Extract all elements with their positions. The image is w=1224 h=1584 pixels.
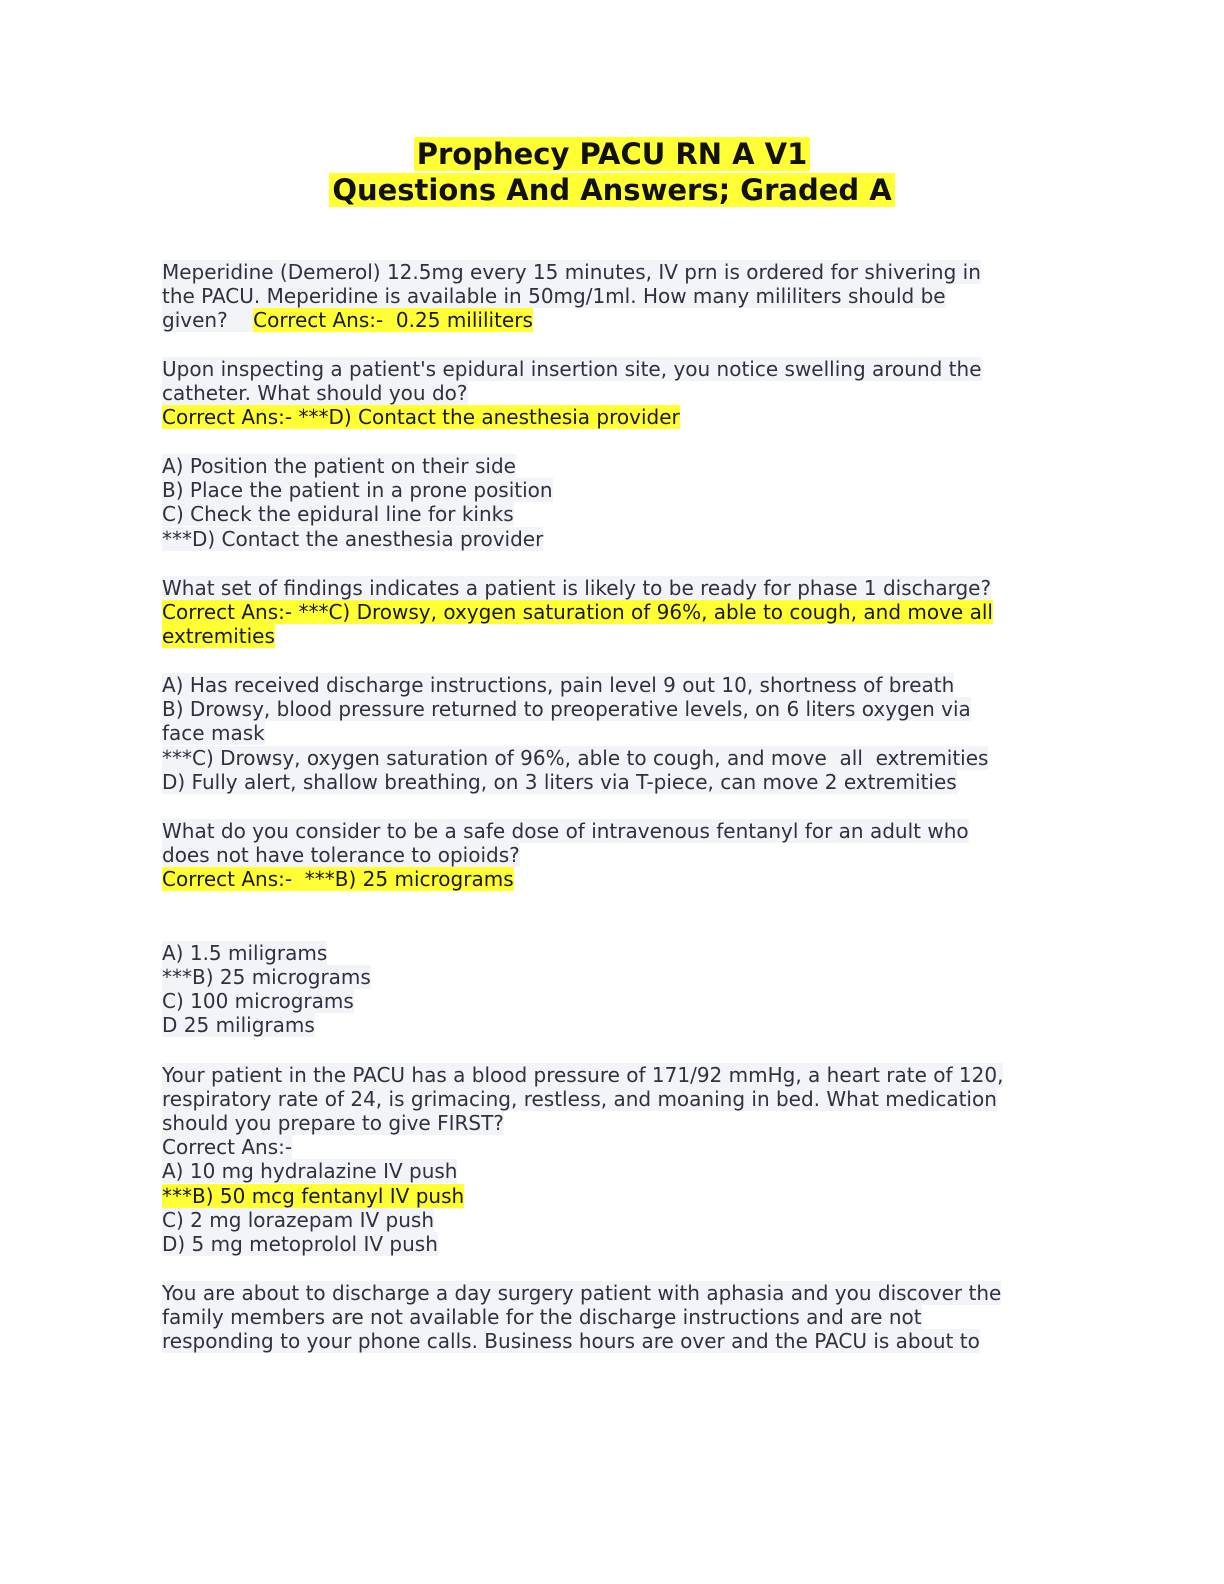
text-segment: What set of findings indicates a patient is likely to be ready for phase 1 discharge? [162, 576, 992, 600]
highlighted-answer-text: Correct Ans:- 0.25 mililiters [253, 308, 533, 332]
text-segment: face mask [162, 721, 265, 745]
text-line [162, 600, 993, 624]
text-segment: C) Check the epidural line for kinks [162, 502, 514, 526]
text-segment: ***C) Drowsy, oxygen saturation of 96%, able to cough, and move all extremities [162, 746, 989, 770]
text-line [162, 1305, 922, 1329]
text-line [162, 478, 553, 502]
text-line [162, 673, 954, 697]
text-segment: D) Fully alert, shallow breathing, on 3 liters via T-piece, can move 2 extremities [162, 770, 957, 794]
text-line [162, 770, 957, 794]
text-segment: respiratory rate of 24, is grimacing, restless, and moaning in bed. What medication [162, 1087, 997, 1111]
highlighted-answer-text: Correct Ans:- ***D) Contact the anesthesia provider [162, 405, 680, 429]
text-segment: the PACU. Meperidine is available in 50mg/1ml. How many mililiters should be [162, 284, 946, 308]
text-segment: You are about to discharge a day surgery patient with aphasia and you discover the [162, 1281, 1002, 1305]
text-line [162, 381, 468, 405]
text-line [162, 1184, 464, 1208]
text-segment: B) Place the patient in a prone position [162, 478, 553, 502]
text-line [162, 405, 680, 429]
text-line [162, 1135, 292, 1159]
text-line [162, 1232, 438, 1256]
text-line [162, 746, 988, 770]
text-segment: Upon inspecting a patient's epidural insertion site, you notice swelling around the [162, 357, 982, 381]
title-highlight-2: Questions And Answers; Graded A [329, 173, 894, 207]
highlighted-answer-text: extremities [162, 624, 275, 648]
text-line [162, 308, 533, 332]
text-line [162, 1281, 1001, 1305]
text-line [162, 576, 991, 600]
text-line [162, 454, 516, 478]
document-title-line-1 [0, 136, 1224, 172]
title-highlight-1: Prophecy PACU RN A V1 [414, 137, 811, 171]
text-segment: does not have tolerance to opioids? [162, 843, 520, 867]
text-segment: A) 10 mg hydralazine IV push [162, 1159, 458, 1183]
document-title-line-2 [0, 172, 1224, 208]
text-segment: Your patient in the PACU has a blood pressure of 171/92 mmHg, a heart rate of 120, [162, 1063, 1004, 1087]
text-line [162, 721, 265, 745]
text-line [162, 284, 946, 308]
text-segment: ***B) 25 micrograms [162, 965, 371, 989]
text-line [162, 1013, 315, 1037]
text-segment: should you prepare to give FIRST? [162, 1111, 504, 1135]
text-segment: D 25 miligrams [162, 1013, 315, 1037]
text-line [162, 1087, 997, 1111]
text-line [162, 1111, 504, 1135]
text-segment: A) 1.5 miligrams [162, 941, 328, 965]
text-line [162, 527, 543, 551]
text-segment: family members are not available for the discharge instructions and are not [162, 1305, 922, 1329]
text-line [162, 260, 981, 284]
text-line [162, 1329, 980, 1353]
text-line [162, 989, 354, 1013]
text-line [162, 1159, 457, 1183]
text-line [162, 1063, 1003, 1087]
text-segment: given? [162, 308, 254, 332]
text-line [162, 843, 520, 867]
text-segment: What do you consider to be a safe dose of intravenous fentanyl for an adult who [162, 819, 969, 843]
text-segment: A) Position the patient on their side [162, 454, 516, 478]
text-segment: catheter. What should you do? [162, 381, 468, 405]
text-segment: A) Has received discharge instructions, pain level 9 out 10, shortness of breath [162, 673, 955, 697]
text-segment: C) 2 mg lorazepam IV push [162, 1208, 435, 1232]
text-line [162, 697, 971, 721]
text-segment: ***D) Contact the anesthesia provider [162, 527, 544, 551]
text-segment: Meperidine (Demerol) 12.5mg every 15 minutes, IV prn is ordered for shivering in [162, 260, 981, 284]
text-line [162, 1208, 434, 1232]
highlighted-answer-text: ***B) 50 mcg fentanyl IV push [162, 1184, 465, 1208]
text-segment: B) Drowsy, blood pressure returned to preoperative levels, on 6 liters oxygen via [162, 697, 971, 721]
highlighted-answer-text: Correct Ans:- ***B) 25 micrograms [162, 867, 514, 891]
text-line [162, 502, 514, 526]
text-line [162, 357, 982, 381]
text-line [162, 965, 371, 989]
text-segment: Correct Ans:- [162, 1135, 293, 1159]
text-line [162, 819, 969, 843]
text-segment: responding to your phone calls. Business hours are over and the PACU is about to [162, 1329, 980, 1353]
text-segment: C) 100 micrograms [162, 989, 354, 1013]
text-line [162, 624, 275, 648]
text-segment: D) 5 mg metoprolol IV push [162, 1232, 438, 1256]
highlighted-answer-text: Correct Ans:- ***C) Drowsy, oxygen saturation of 96%, able to cough, and move all [162, 600, 993, 624]
text-line [162, 867, 514, 891]
text-line [162, 941, 327, 965]
